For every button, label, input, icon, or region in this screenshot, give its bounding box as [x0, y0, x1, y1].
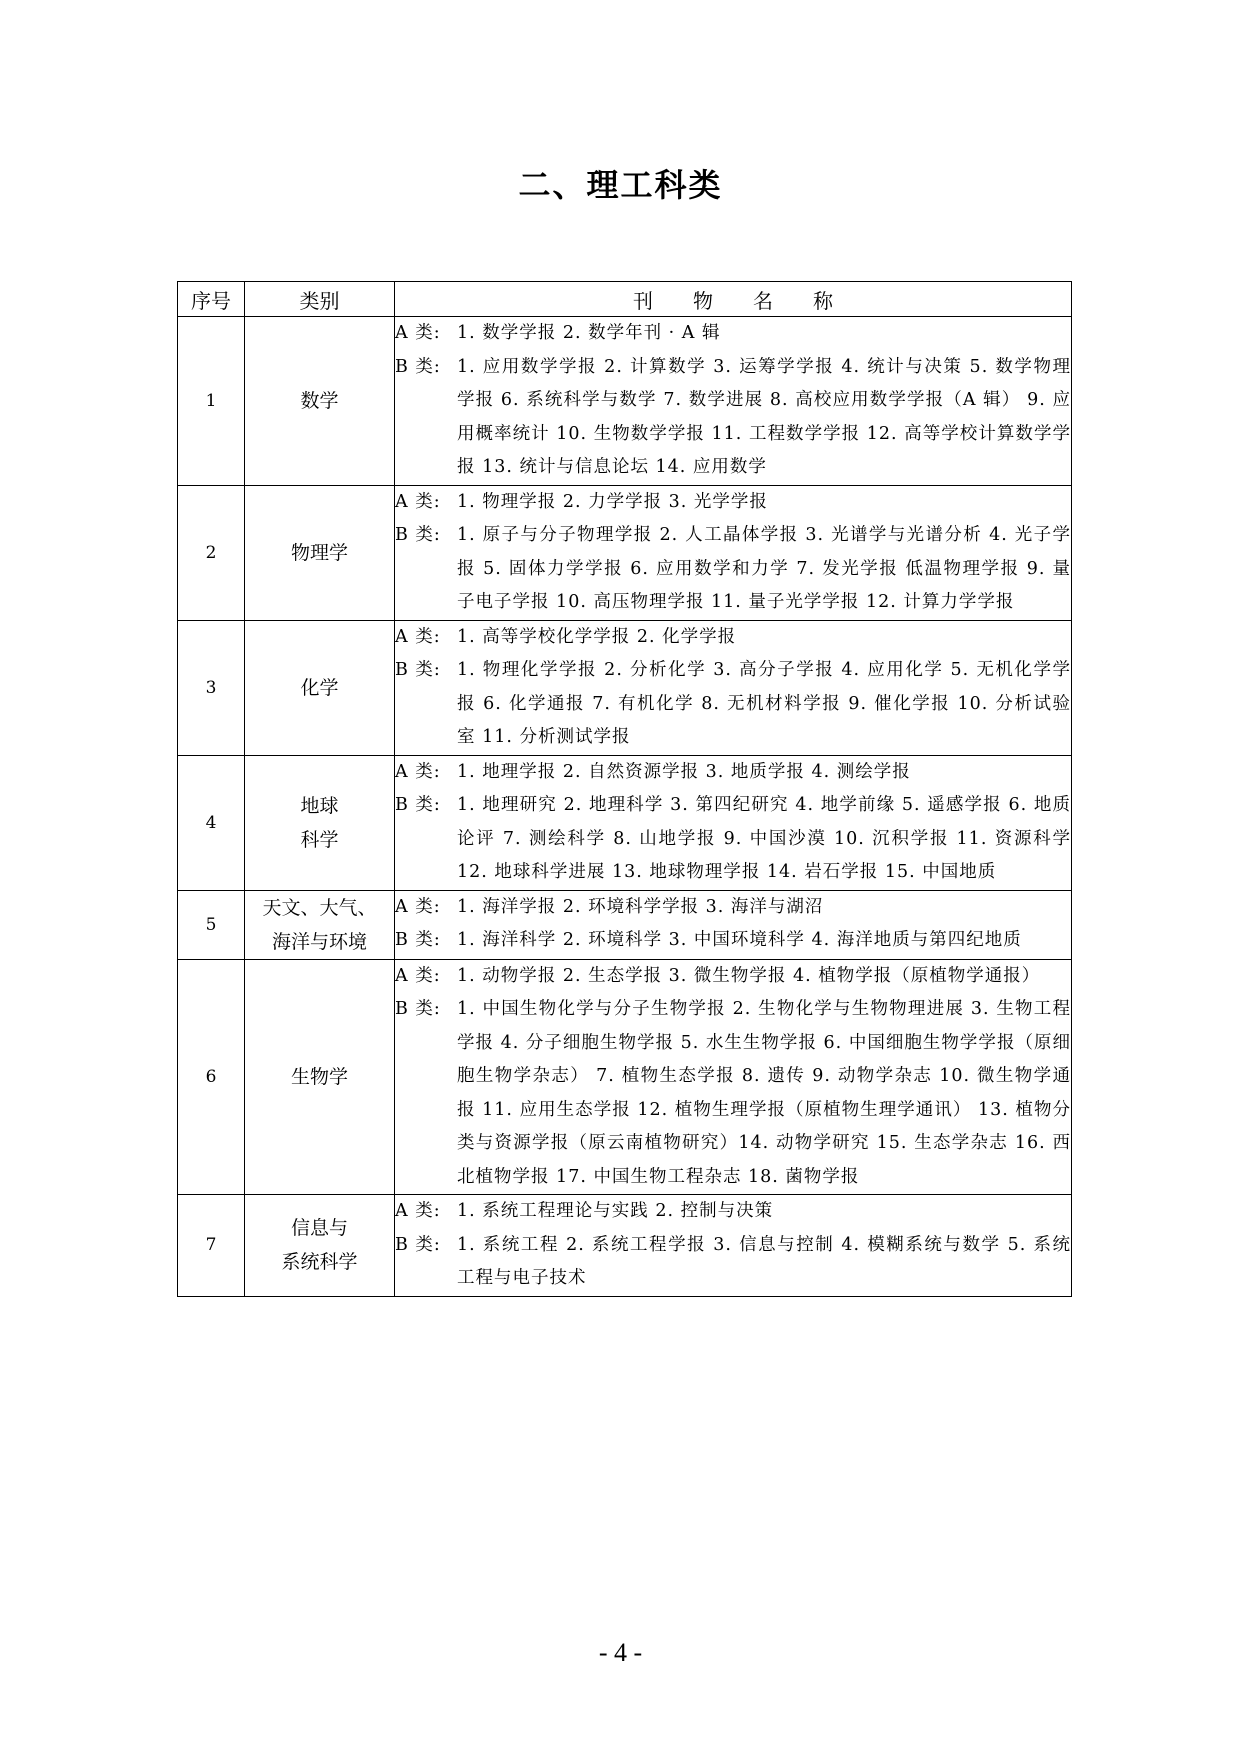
- class-b-label: B 类:: [395, 660, 441, 680]
- class-a-journals: 1. 地理学报 2. 自然资源学报 3. 地质学报 4. 测绘学报: [457, 761, 911, 782]
- row-category: [245, 620, 395, 755]
- category-line: 海洋与环境: [271, 930, 367, 953]
- class-b-line: [395, 789, 1071, 890]
- class-a-label: A 类:: [395, 761, 441, 782]
- class-b-label: B 类:: [395, 356, 441, 377]
- row-number: 3: [178, 620, 245, 755]
- category-line: 地球: [300, 794, 339, 817]
- row-journals: [395, 485, 1072, 620]
- header-journal: [395, 282, 1072, 317]
- class-b-line: [395, 351, 1071, 485]
- row-journals: [395, 755, 1072, 890]
- class-a-label: A 类:: [395, 896, 441, 917]
- table-row: [178, 755, 1072, 890]
- table-row: [178, 620, 1072, 755]
- class-a-line: [395, 486, 1071, 520]
- class-a-label: A 类:: [395, 1201, 441, 1221]
- class-b-line: [395, 519, 1071, 620]
- page-number: - 4 -: [598, 1638, 643, 1667]
- journal-table: [177, 281, 1072, 1297]
- class-a-label: A 类:: [395, 323, 441, 343]
- row-journals: [395, 1195, 1072, 1297]
- class-a-line: [395, 317, 1071, 351]
- table-row: [178, 1195, 1072, 1297]
- class-a-label: A 类:: [395, 965, 441, 986]
- category-line: 信息与: [290, 1217, 348, 1240]
- class-b-line: [395, 924, 1071, 958]
- class-a-label: A 类:: [395, 491, 441, 512]
- row-category: [245, 485, 395, 620]
- class-b-journals: 1. 物理化学学报 2. 分析化学 3. 高分子学报 4. 应用化学 5. 无机化学学报 6. 化学通报 7. 有机化学 8. 无机材料学报 9. 催化学报 10. 分析试验室 11. 分析测试学报: [457, 660, 1071, 747]
- class-a-journals: 1. 物理学报 2. 力学学报 3. 光学学报: [457, 491, 768, 512]
- row-category: [245, 890, 395, 959]
- table-row: [178, 485, 1072, 620]
- class-b-label: B 类:: [395, 525, 441, 545]
- table-row: [178, 317, 1072, 486]
- table-row: [178, 890, 1072, 959]
- header-journal-text: 刊物名称: [633, 288, 873, 313]
- class-a-line: [395, 756, 1071, 790]
- row-number: 1: [178, 317, 245, 486]
- class-a-journals: 1. 动物学报 2. 生态学报 3. 微生物学报 4. 植物学报（原植物学通报）: [457, 965, 1041, 986]
- row-journals: [395, 620, 1072, 755]
- class-a-line: [395, 1195, 1071, 1229]
- row-number: 5: [178, 890, 245, 959]
- class-a-line: [395, 621, 1071, 655]
- category-line: 化学: [300, 676, 339, 699]
- row-number: 7: [178, 1195, 245, 1297]
- row-number: 4: [178, 755, 245, 890]
- class-b-label: B 类:: [395, 1234, 441, 1255]
- category-line: 系统科学: [281, 1251, 358, 1274]
- class-a-line: [395, 960, 1071, 994]
- class-b-journals: 1. 中国生物化学与分子生物学报 2. 生物化学与生物物理进展 3. 生物工程学报 4. 分子细胞生物学报 5. 水生生物学报 6. 中国细胞生物学学报（原细胞生物学杂志） 7. 植物生态学报 8. 遗传 9. 动物学杂志 10. 微生物学通报 11. 应用生态学报 12. 植物生理学报（原植物生理学通讯） 13. 植物分类与资源学报（原云南植物研究）14. 动物学研究 15. 生态学杂志 16. 西北植物学报 17. 中国生物工程杂志 18. 菌物学报: [457, 999, 1071, 1187]
- class-b-line: [395, 654, 1071, 755]
- class-b-journals: 1. 海洋科学 2. 环境科学 3. 中国环境科学 4. 海洋地质与第四纪地质: [457, 930, 1022, 950]
- row-journals: [395, 959, 1072, 1195]
- page-title: 二、理工科类: [518, 166, 723, 204]
- row-number: 6: [178, 959, 245, 1195]
- class-b-label: B 类:: [395, 930, 441, 950]
- table-row: [178, 959, 1072, 1195]
- class-b-journals: 1. 应用数学学报 2. 计算数学 3. 运筹学学报 4. 统计与决策 5. 数学物理学报 6. 系统科学与数学 7. 数学进展 8. 高校应用数学学报（A 辑） 9. 应用概率统计 10. 生物数学学报 11. 工程数学学报 12. 高等学校计算数学学报 13. 统计与信息论坛 14. 应用数学: [457, 356, 1071, 477]
- row-journals: [395, 890, 1072, 959]
- class-a-journals: 1. 数学学报 2. 数学年刊 · A 辑: [457, 323, 721, 343]
- class-a-journals: 1. 系统工程理论与实践 2. 控制与决策: [457, 1201, 774, 1221]
- row-category: [245, 317, 395, 486]
- class-b-line: [395, 993, 1071, 1194]
- category-line: 天文、大气、: [262, 896, 377, 919]
- class-b-label: B 类:: [395, 795, 441, 815]
- row-category: [245, 959, 395, 1195]
- class-b-journals: 1. 系统工程 2. 系统工程学报 3. 信息与控制 4. 模糊系统与数学 5. 系统工程与电子技术: [457, 1234, 1071, 1288]
- row-journals: [395, 317, 1072, 486]
- row-category: [245, 1195, 395, 1297]
- class-b-line: [395, 1229, 1071, 1296]
- class-b-journals: 1. 原子与分子物理学报 2. 人工晶体学报 3. 光谱学与光谱分析 4. 光子学报 5. 固体力学学报 6. 应用数学和力学 7. 发光学报 低温物理学报 9. 量子电子学报 10. 高压物理学报 11. 量子光学学报 12. 计算力学学报: [457, 525, 1071, 612]
- class-a-label: A 类:: [395, 626, 441, 647]
- table-header-row: [178, 282, 1072, 317]
- category-line: 生物学: [290, 1065, 348, 1088]
- category-line: 数学: [300, 389, 339, 412]
- class-b-label: B 类:: [395, 999, 441, 1019]
- class-a-journals: 1. 海洋学报 2. 环境科学学报 3. 海洋与湖沼: [457, 896, 824, 917]
- header-category: 类别: [245, 282, 395, 317]
- header-no: 序号: [178, 282, 245, 317]
- row-number: 2: [178, 485, 245, 620]
- class-a-line: [395, 891, 1071, 925]
- class-a-journals: 1. 高等学校化学学报 2. 化学学报: [457, 626, 737, 647]
- class-b-journals: 1. 地理研究 2. 地理科学 3. 第四纪研究 4. 地学前缘 5. 遥感学报 6. 地质论评 7. 测绘科学 8. 山地学报 9. 中国沙漠 10. 沉积学报 11. 资源科学 12. 地球科学进展 13. 地球物理学报 14. 岩石学报 15. 中国地质: [457, 795, 1071, 882]
- category-line: 物理学: [290, 541, 348, 564]
- row-category: [245, 755, 395, 890]
- category-line: 科学: [300, 828, 339, 851]
